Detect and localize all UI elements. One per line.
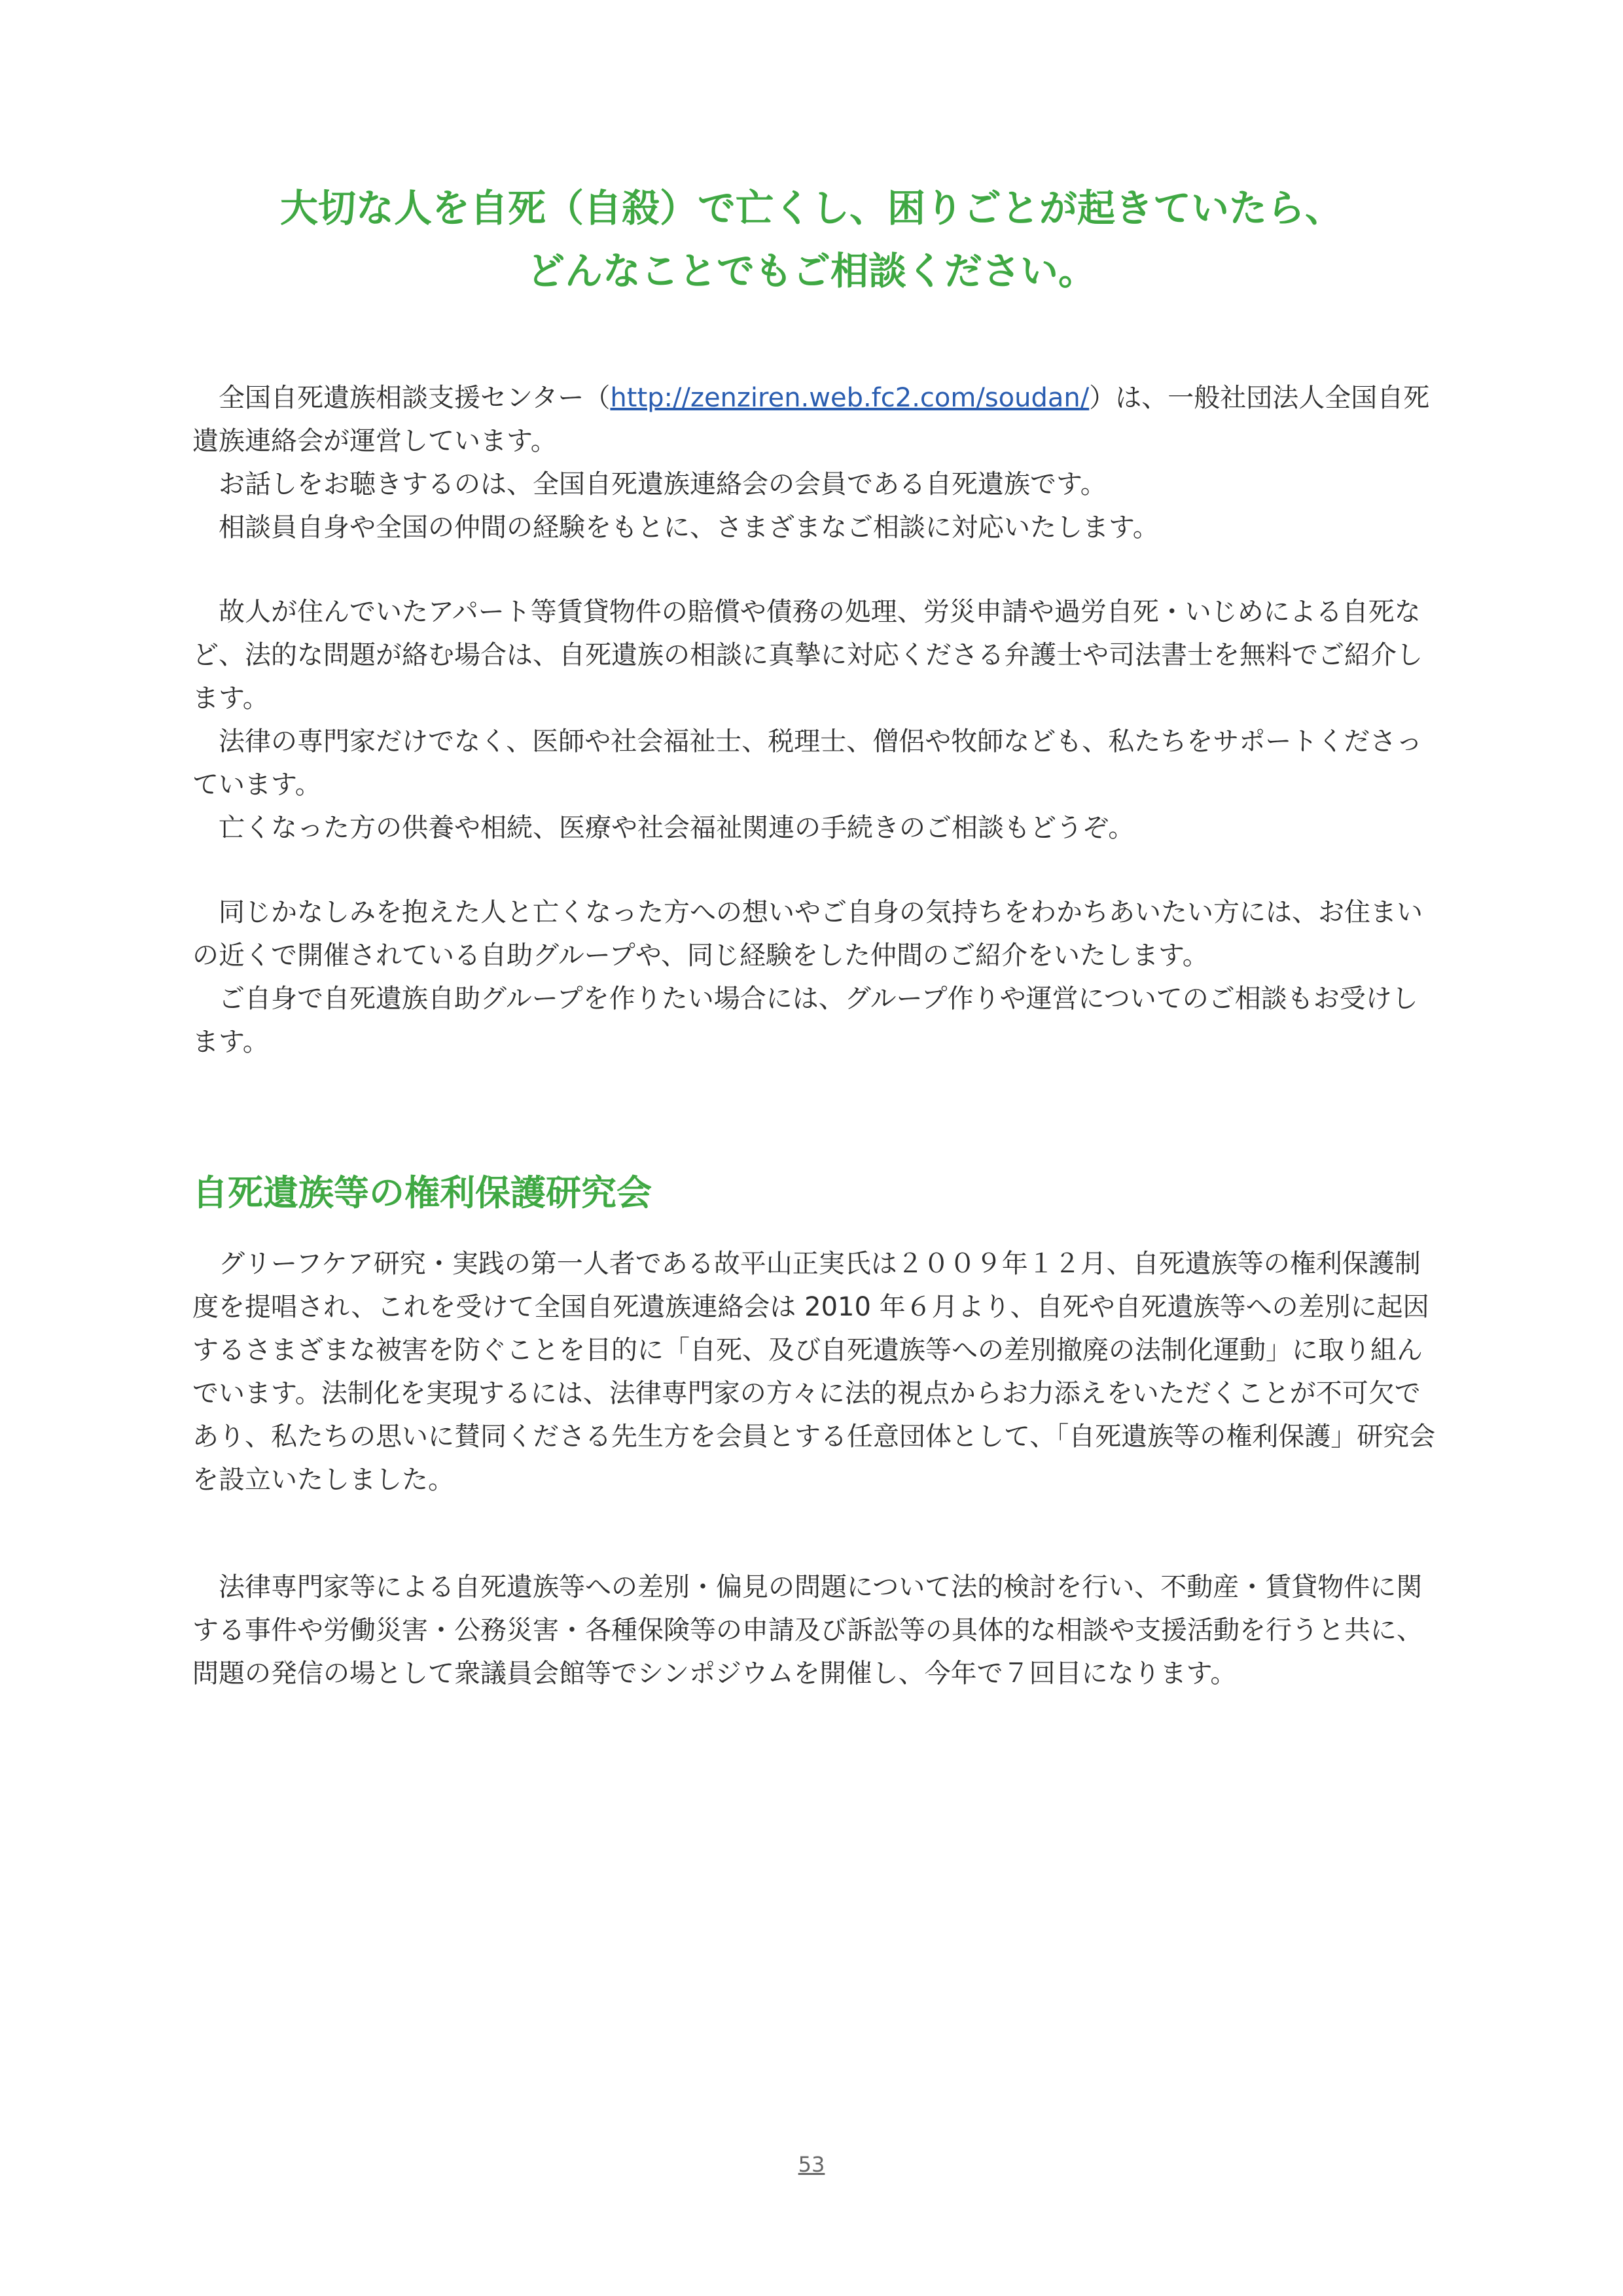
legal-paragraph-1: 故人が住んでいたアパート等賃貸物件の賠償や債務の処理、労災申請や過労自死・いじめによる自死など、法的な問題が絡む場合は、自死遺族の相談に真摯に対応くださる弁護士や司法書士を無料でご紹介します。 bbox=[192, 597, 1423, 713]
intro-paragraph-1 bbox=[192, 376, 1436, 463]
intro-text-after-url: ）は、一般社団法人全国自死遺族連絡会が運営しています。 bbox=[192, 383, 1430, 456]
page-number: 53 bbox=[798, 2152, 825, 2177]
self-help-section bbox=[192, 891, 1436, 1064]
research-paragraph-block bbox=[192, 1242, 1436, 1501]
center-url-link[interactable]: http://zenziren.web.fc2.com/soudan/ bbox=[610, 383, 1090, 413]
legal-support-section bbox=[192, 590, 1436, 850]
legal-paragraph-3: 亡くなった方の供養や相続、医療や社会福祉関連の手続きのご相談もどうぞ。 bbox=[219, 813, 1135, 843]
intro-paragraph-3: 相談員自身や全国の仲間の経験をもとに、さまざまなご相談に対応いたします。 bbox=[219, 512, 1159, 543]
intro-section bbox=[192, 376, 1436, 549]
page-title-line-1: 大切な人を自死（自殺）で亡くし、困りごとが起きていたら、 bbox=[279, 186, 1343, 230]
support-paragraph-2: ご自身で自死遺族自助グループを作りたい場合には、グループ作りや運営についてのご相談もお受けします。 bbox=[192, 984, 1418, 1057]
activities-paragraph: 法律専門家等による自死遺族等への差別・偏見の問題について法的検討を行い、不動産・賃貸物件に関する事件や労働災害・公務災害・各種保険等の申請及び訴訟等の具体的な相談や支援活動を行うと共に、問題の発信の場として衆議員会館等でシンポジウムを開催し、今年で７回目になります。 bbox=[192, 1572, 1423, 1689]
intro-paragraph-2: お話しをお聴きするのは、全国自死遺族連絡会の会員である自死遺族です。 bbox=[219, 469, 1107, 499]
research-paragraph: グリーフケア研究・実践の第一人者である故平山正実氏は２００９年１２月、自死遺族等の権利保護制度を提唱され、これを受けて全国自死遺族連絡会は 2010 年６月より、自死や自死遺族等への差別に起因するさまざまな被害を防ぐことを目的に「自死、及び自死遺族等への差別撤廃の法制化運動」に取り組んでいます。法制化を実現するには、法律専門家の方々に法的視点からお力添えをいただくことが不可欠であり、私たちの思いに賛同くださる先生方を会員とする任意団体として、「自死遺族等の権利保護」研究会を設立いたしました。 bbox=[192, 1249, 1436, 1495]
intro-text-before-url: 全国自死遺族相談支援センター（ bbox=[219, 383, 611, 413]
support-paragraph-1: 同じかなしみを抱えた人と亡くなった方への想いやご自身の気持ちをわかちあいたい方には、お住まいの近くで開催されている自助グループや、同じ経験をした仲間のご紹介をいたします。 bbox=[192, 897, 1423, 971]
page-title-line-2: どんなことでもご相談ください。 bbox=[526, 249, 1096, 293]
section-heading: 自死遺族等の権利保護研究会 bbox=[192, 1172, 652, 1213]
page-title bbox=[0, 177, 1623, 302]
activities-paragraph-block bbox=[192, 1566, 1436, 1695]
legal-paragraph-2: 法律の専門家だけでなく、医師や社会福祉士、税理士、僧侶や牧師なども、私たちをサポートくださっています。 bbox=[192, 726, 1423, 800]
